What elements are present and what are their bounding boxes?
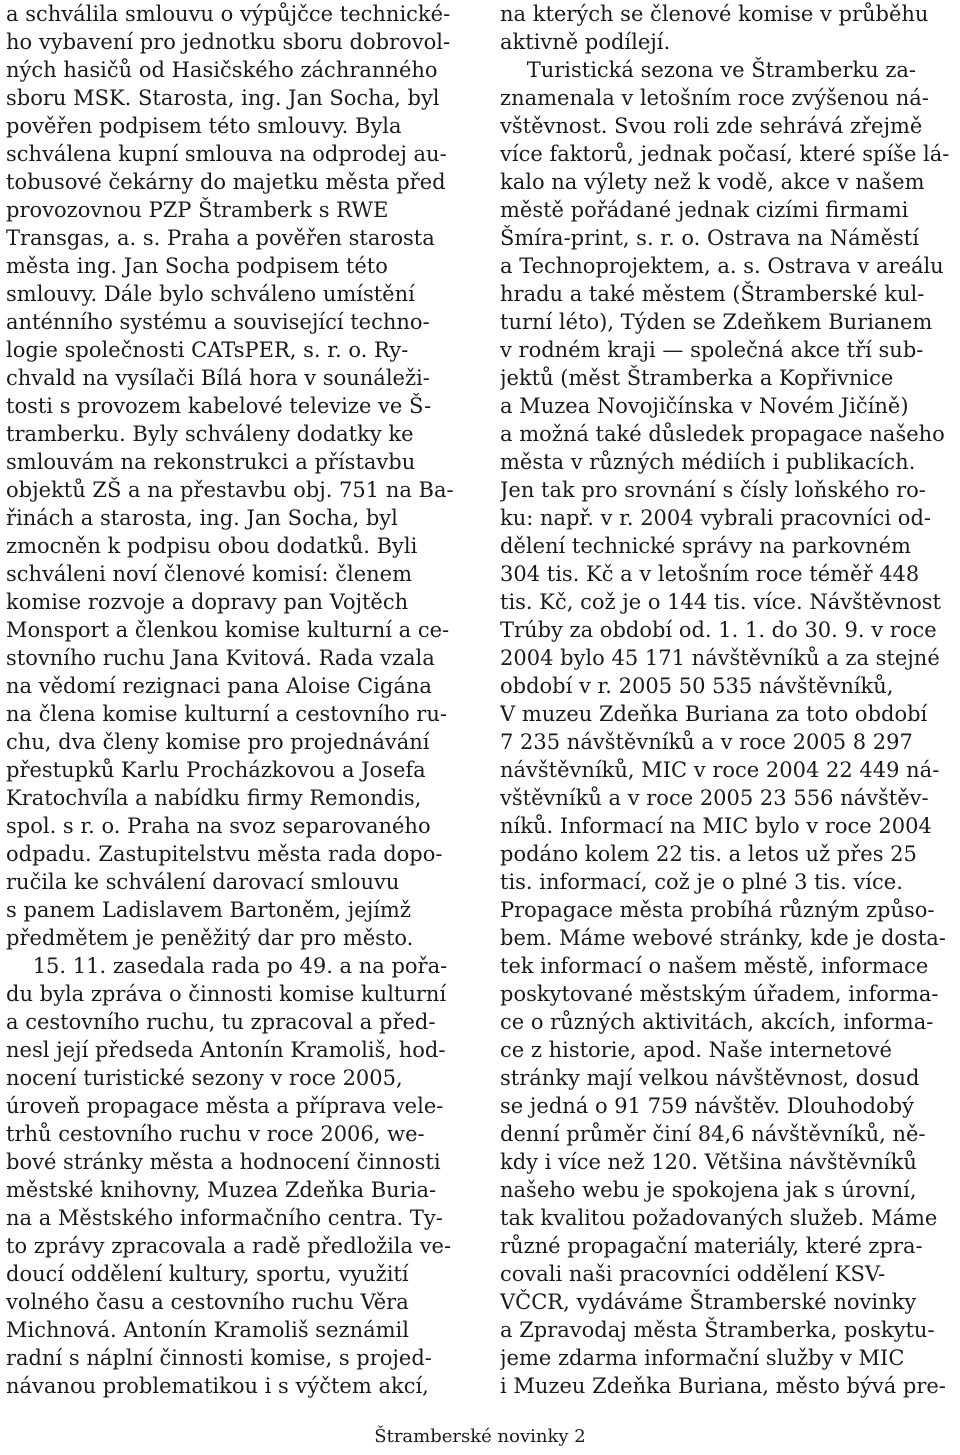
text-line: covali naši pracovníci oddělení KSV- [500,1262,886,1286]
text-line: smlouvám na rekonstrukci a přístavbu [6,450,416,474]
text-line: nocení turistické sezony v roce 2005, [6,1066,403,1090]
text-line: i Muzeu Zdeňka Buriana, město bývá pre- [500,1374,946,1398]
text-line: Turistická sezona ve Štramberku za- [500,58,917,82]
text-line: na kterých se členové komise v průběhu [500,2,929,26]
text-line: Trúby za období od. 1. 1. do 30. 9. v roce [500,618,937,642]
text-line: a cestovního ruchu, tu zpracoval a před- [6,1010,436,1034]
text-line: spol. s r. o. Praha na svoz separovaného [6,814,431,838]
text-line: tosti s provozem kabelové televize ve Š- [6,394,432,418]
text-line: stovního ruchu Jana Kvitová. Rada vzala [6,646,435,670]
text-line: návanou problematikou i s výčtem akcí, [6,1374,429,1398]
text-line: různé propagační materiály, které zpra- [500,1234,923,1258]
text-line: schválena kupní smlouva na odprodej au- [6,142,447,166]
text-line: tobusové čekárny do majetku města před [6,170,446,194]
text-line: logie společnosti CATsPER, s. r. o. Ry- [6,338,409,362]
text-line: smlouvy. Dále bylo schváleno umístění [6,282,415,306]
text-line: 304 tis. Kč a v letošním roce téměř 448 [500,562,920,586]
text-line: tramberku. Byly schváleny dodatky ke [6,422,414,446]
text-line: kalo na výlety než k vodě, akce v našem [500,170,925,194]
text-line: jektů (měst Štramberka a Kopřivnice [500,366,894,390]
text-line: bové stránky města a hodnocení činnosti [6,1150,441,1174]
text-line: 2004 bylo 45 171 návštěvníků a za stejné [500,646,940,670]
text-line: komise rozvoje a dopravy pan Vojtěch [6,590,409,614]
text-line: Šmíra-print, s. r. o. Ostrava na Náměstí [500,226,919,250]
text-line: nesl její předseda Antonín Kramoliš, hod- [6,1038,446,1062]
text-line: trhů cestovního ruchu v roce 2006, we- [6,1122,425,1146]
text-line: Michnová. Antonín Kramoliš seznámil [6,1318,409,1342]
text-line: městě pořádané jednak cizími firmami [500,198,909,222]
text-line: anténního systému a související techno- [6,310,430,334]
text-line: řinách a starosta, ing. Jan Socha, byl [6,506,398,530]
text-line: města v různých médiích i publikacích. [500,450,916,474]
text-line: a možná také důsledek propagace našeho [500,422,945,446]
text-line: ku: např. v r. 2004 vybrali pracovníci od- [500,506,931,530]
text-line: ho vybavení pro jednotku sboru dobrovol- [6,30,451,54]
text-line: objektů ZŠ a na přestavbu obj. 751 na Ba- [6,478,454,502]
left-text-column [6,0,462,1400]
text-line: období v r. 2005 50 535 návštěvníků, [500,674,894,698]
page-footer: Štramberské novinky 2 [374,1426,586,1447]
text-line: na a Městského informačního centra. Ty- [6,1206,443,1230]
text-line: úroveň propagace města a příprava vele- [6,1094,444,1118]
text-line: ručila ke schválení darovací smlouvu [6,870,400,894]
text-line: návštěvníků, MIC v roce 2004 22 449 ná- [500,758,940,782]
text-line: Monsport a členkou komise kulturní a ce- [6,618,450,642]
text-line: města ing. Jan Socha podpisem této [6,254,388,278]
text-line: níků. Informací na MIC bylo v roce 2004 [500,814,932,838]
text-line: dělení technické správy na parkovném [500,534,911,558]
text-line: odpadu. Zastupitelstvu města rada dopo- [6,842,443,866]
text-line: předmětem je peněžitý dar pro město. [6,926,414,950]
text-line: radní s náplní činnosti komise, s projed- [6,1346,432,1370]
text-line: Kratochvíla a nabídku firmy Remondis, [6,786,422,810]
text-line: zmocněn k podpisu obou dodatků. Byli [6,534,418,558]
text-line: chvald na vysílači Bílá hora v sounáleži- [6,366,430,390]
text-line: aktivně podílejí. [500,30,671,54]
text-line: stránky mají velkou návštěvnost, dosud [500,1066,920,1090]
text-line: volného času a cestovního ruchu Věra [6,1290,409,1314]
text-line: denní průměr činí 84,6 návštěvníků, ně- [500,1122,926,1146]
text-line: městské knihovny, Muzea Zdeňka Buria- [6,1178,437,1202]
text-line: podáno kolem 22 tis. a letos už přes 25 [500,842,917,866]
text-line: V muzeu Zdeňka Buriana za toto období [500,702,928,726]
text-line: tis. Kč, což je o 144 tis. více. Návštěvnost [500,590,941,614]
text-line: na člena komise kulturní a cestovního ru- [6,702,447,726]
text-line: turní léto), Týden se Zdeňkem Burianem [500,310,933,334]
text-line: vštěvníků a v roce 2005 23 556 návštěv- [500,786,929,810]
text-line: tak kvalitou požadovaných služeb. Máme [500,1206,938,1230]
text-line: tis. informací, což je o plné 3 tis. více. [500,870,903,894]
text-line: pověřen podpisem této smlouvy. Byla [6,114,402,138]
right-text-column [500,0,958,1400]
text-line: více faktorů, jednak počasí, které spíše lá- [500,142,950,166]
text-line: sboru MSK. Starosta, ing. Jan Socha, byl [6,86,440,110]
text-line: Jen tak pro srovnání s čísly loňského ro- [500,478,926,502]
text-line: Transgas, a. s. Praha a pověřen starosta [6,226,435,250]
text-line: chu, dva členy komise pro projednávání [6,730,430,754]
text-line: jeme zdarma informační služby v MIC [500,1346,905,1370]
text-line: a Zpravodaj města Štramberka, poskytu- [500,1318,935,1342]
text-line: du byla zpráva o činnosti komise kulturní [6,982,447,1006]
text-line: bem. Máme webové stránky, kde je dosta- [500,926,946,950]
text-line: a schválila smlouvu o výpůjčce technické- [6,2,451,26]
text-line: se jedná o 91 759 návštěv. Dlouhodobý [500,1094,915,1118]
text-line: vštěvnost. Svou roli zde sehrává zřejmě [500,114,923,138]
text-line: ných hasičů od Hasičského záchranného [6,58,438,82]
text-line: 7 235 návštěvníků a v roce 2005 8 297 [500,730,913,754]
text-line: kdy i více než 120. Většina návštěvníků [500,1150,917,1174]
text-line: s panem Ladislavem Bartoněm, jejímž [6,898,411,922]
text-line: poskytované městským úřadem, informa- [500,982,939,1006]
text-line: 15. 11. zasedala rada po 49. a na pořa- [6,954,448,978]
text-line: schváleni noví členové komisí: členem [6,562,412,586]
text-line: to zprávy zpracovala a radě předložila ve- [6,1234,452,1258]
text-line: hradu a také městem (Štramberské kul- [500,282,925,306]
text-line: v rodném kraji — společná akce tří sub- [500,338,924,362]
text-line: provozovnou PZP Štramberk s RWE [6,198,389,222]
text-line: ce o různých aktivitách, akcích, informa- [500,1010,934,1034]
text-line: našeho webu je spokojena jak s úrovní, [500,1178,917,1202]
text-line: a Muzea Novojičínska v Novém Jičíně) [500,394,909,418]
text-line: přestupků Karlu Procházkovou a Josefa [6,758,426,782]
text-line: tek informací o našem městě, informace [500,954,929,978]
text-line: znamenala v letošním roce zvýšenou ná- [500,86,929,110]
text-line: a Technoprojektem, a. s. Ostrava v areálu [500,254,944,278]
text-line: Propagace města probíhá různým způso- [500,898,935,922]
text-line: VČCR, vydáváme Štramberské novinky [500,1290,917,1314]
text-line: doucí oddělení kultury, sportu, využití [6,1262,409,1286]
text-line: na vědomí rezignaci pana Aloise Cigána [6,674,432,698]
text-line: ce z historie, apod. Naše internetové [500,1038,892,1062]
